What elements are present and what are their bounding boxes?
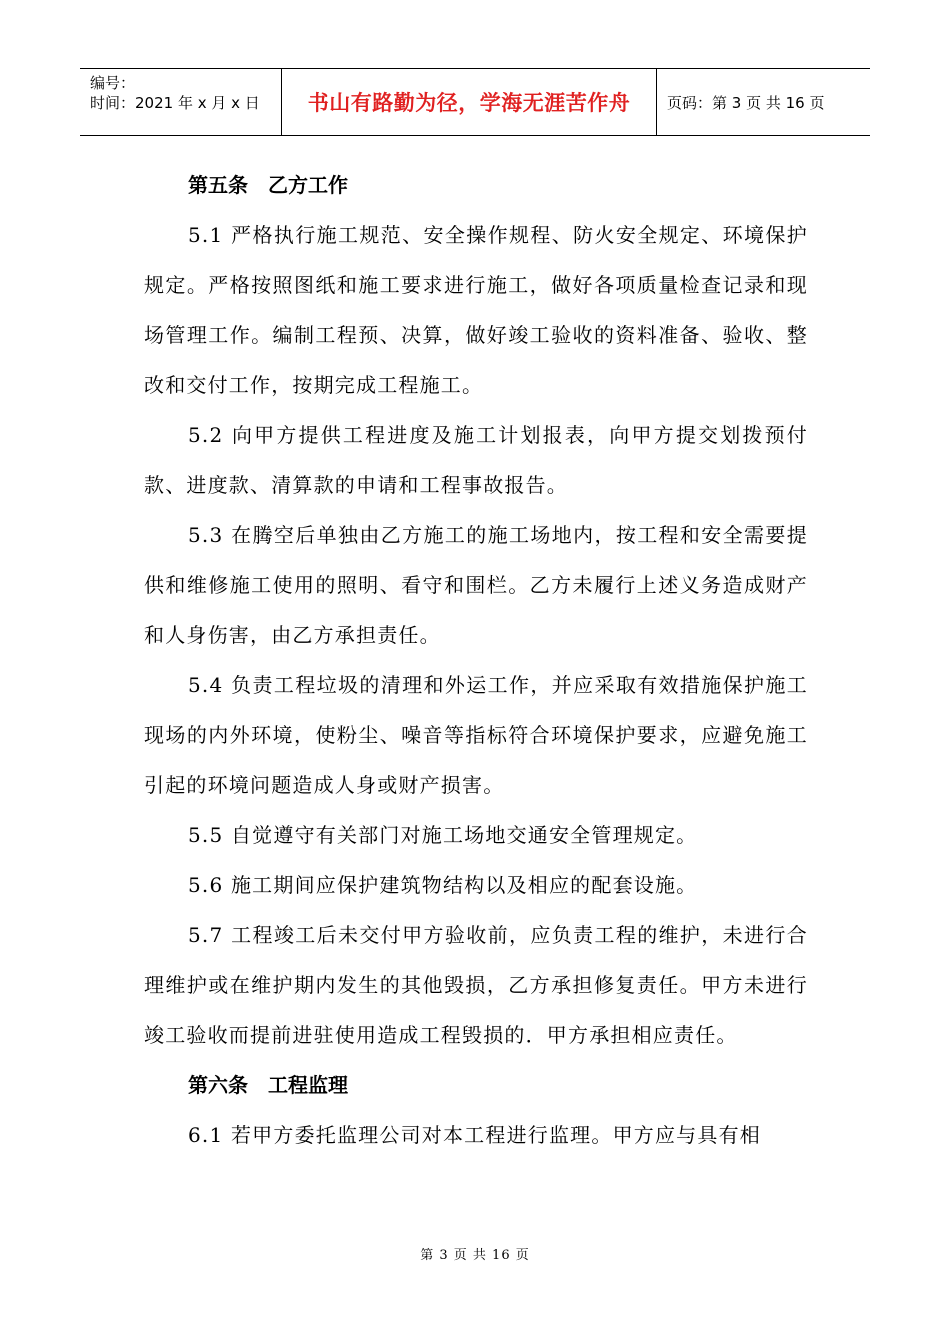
paragraph: 5.1 严格执行施工规范、安全操作规程、防火安全规定、环境保护规定。严格按照图纸和施工要求进行施工，做好各项质量检查记录和现场管理工作。编制工程预、决算，做好竣工验收的资料准备、验收、整改和交付工作，按期完成工程施工。	[144, 223, 808, 397]
section-heading: 第五条 乙方工作	[188, 173, 348, 197]
paragraph: 5.7 工程竣工后未交付甲方验收前，应负责工程的维护，未进行合理维护或在维护期内发生的其他毁损，乙方承担修复责任。甲方未进行竣工验收而提前进驻使用造成工程毁损的．甲方承担相应责任。	[144, 923, 808, 1047]
paragraph: 5.3 在腾空后单独由乙方施工的施工场地内，按工程和安全需要提供和维修施工使用的照明、看守和围栏。乙方未履行上述义务造成财产和人身伤害，由乙方承担责任。	[144, 523, 808, 647]
header-motto: 书山有路勤为径，学海无涯苦作舟	[282, 69, 657, 135]
header-page-info: 页码：第 3 页 共 16 页	[667, 93, 825, 112]
paragraph: 5.4 负责工程垃圾的清理和外运工作，并应采取有效措施保护施工现场的内外环境，使粉尘、噪音等指标符合环境保护要求，应避免施工引起的环境问题造成人身或财产损害。	[144, 673, 808, 797]
paragraph: 6.1 若甲方委托监理公司对本工程进行监理。甲方应与具有相	[188, 1123, 761, 1147]
section-heading: 第六条 工程监理	[188, 1073, 348, 1097]
header-meta	[80, 69, 282, 135]
page-footer: 第 3 页 共 16 页	[420, 1248, 530, 1263]
document-number: 编号：	[90, 74, 136, 92]
paragraph: 5.6 施工期间应保护建筑物结构以及相应的配套设施。	[188, 873, 698, 897]
document-body	[144, 160, 808, 1160]
paragraph: 5.5 自觉遵守有关部门对施工场地交通安全管理规定。	[188, 823, 698, 847]
document-date: 时间：2021 年 x 月 x 日	[90, 94, 260, 112]
page-header	[80, 68, 870, 136]
paragraph: 5.2 向甲方提供工程进度及施工计划报表，向甲方提交划拨预付款、进度款、清算款的申请和工程事故报告。	[144, 423, 808, 497]
